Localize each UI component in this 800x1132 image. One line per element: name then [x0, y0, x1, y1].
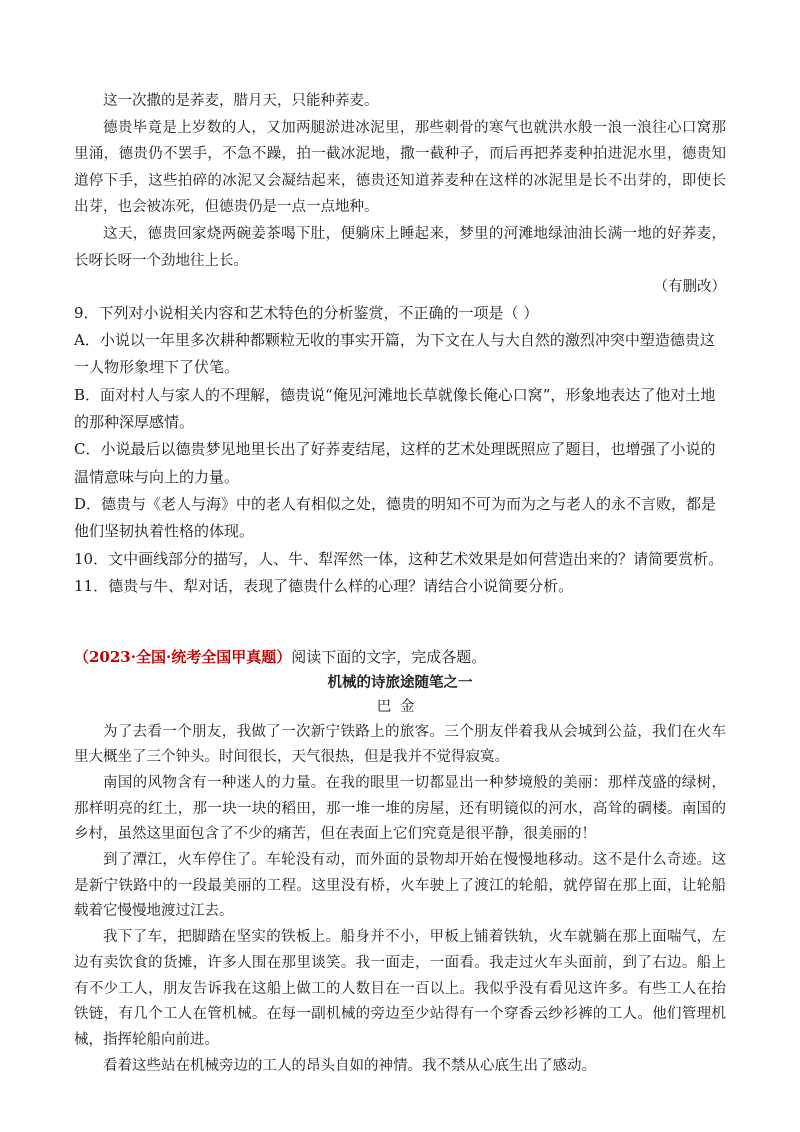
story-paragraph: 这天，德贵回家烧两碗姜茶喝下肚，便躺床上睡起来，梦里的河滩地绿油油长满一地的好荞麦，长呀长呀一个劲地往上长。 [74, 225, 726, 269]
article-paragraph: 看着这些站在机械旁边的工人的昂头自如的神情。我不禁从心底生出了感动。 [103, 1057, 596, 1074]
article-paragraph: 到了潭江，火车停住了。车轮没有动，而外面的景物却开始在慢慢地移动。这不是什么奇迹。这是新宁铁路中的一段最美丽的工程。这里没有桥，火车驶上了渡江的轮船，就停留在那上面，让轮船载着它慢慢地渡过江去。 [74, 852, 726, 920]
article-author: 巴金 [376, 698, 424, 715]
option-b: B．面对村人与家人的不理解，德贵说“俺见河滩地长草就像长俺心口窝”，形象地表达了他对土地的那种深厚感情。 [74, 385, 716, 432]
article-title: 机械的诗旅途随笔之一 [327, 673, 473, 691]
option-a: A．小说以一年里多次耕种都颗粒无收的事实开篇，为下文在人与大自然的激烈冲突中塑造德贵这一人物形象埋下了伏笔。 [74, 331, 715, 377]
exam-intro [74, 644, 726, 670]
section-gap [74, 600, 726, 644]
exam-instruction: 阅读下面的文字，完成各题。 [291, 647, 487, 666]
option-d: D．德贵与《老人与海》中的老人有相似之处，德贵的明知不可为而为之与老人的永不言败，都是他们坚韧执着性格的体现。 [74, 494, 717, 541]
question-10: 10．文中画线部分的描写，人、牛、犁浑然一体，这种艺术效果是如何营造出来的？请简要赏析。 [74, 549, 724, 568]
source-note: （有删改） [653, 279, 726, 296]
article-paragraph: 我下了车，把脚踏在坚实的铁板上。船身并不小，甲板上铺着铁轨，火车就躺在那上面喘气，左边有卖饮食的货摊，许多人围在那里谈笑。我一面走，一面看。我走过火车头面前，到了右边。船上有不少工人，朋友告诉我在这船上做工的人数目在一百以上。我似乎没有看见这许多。有些工人在抬铁链，有几个工人在管机械。在每一副机械的旁边至少站得有一个穿香云纱衫裤的工人。他们管理机械，指挥轮船向前进。 [74, 929, 726, 1048]
option-c: C．小说最后以德贵梦见地里长出了好荞麦结尾，这样的艺术处理既照应了题目，也增强了小说的温情意味与向上的力量。 [74, 440, 716, 486]
question-9: 9．下列对小说相关内容和艺术特色的分析鉴赏，不正确的一项是（ ） [74, 304, 539, 323]
article-paragraph: 南国的风物含有一种迷人的力量。在我的眼里一切都显出一种梦境般的美丽：那样茂盛的绿树，那样明亮的红土，那一块一块的稻田，那一堆一堆的房屋，还有明镜似的河水，高耸的碉楼。南国的乡村，虽然这里面包含了不少的痛苦，但在表面上它们究竟是很平静，很美丽的！ [74, 774, 726, 843]
exam-source-tag: （2023·全国·统考全国甲真题） [74, 647, 292, 666]
question-11: 11．德贵与牛、犁对话，表现了德贵什么样的心理？请结合小说简要分析。 [74, 576, 574, 595]
story-paragraph: 德贵毕竟是上岁数的人，又加两腿淤进冰泥里，那些刺骨的寒气也就洪水般一浪一浪往心口窝那里涌，德贵仍不罢手，不急不躁，拍一截冰泥地，撒一截种子，而后再把荞麦种拍进泥水里，德贵知道停下手，这些拍碎的冰泥又会凝结起来，德贵还知道荞麦种在这样的冰泥里是长不出芽的，即使长出芽，也会被冻死，但德贵仍是一点一点地种。 [74, 119, 726, 216]
document-page [74, 88, 726, 1079]
story-paragraph: 这一次撒的是荞麦，腊月天，只能种荞麦。 [103, 93, 379, 109]
article-paragraph: 为了去看一个朋友，我做了一次新宁铁路上的旅客。三个朋友伴着我从会城到公益，我们在火车里大概坐了三个钟头。时间很长，天气很热，但是我并不觉得寂寞。 [74, 723, 726, 766]
